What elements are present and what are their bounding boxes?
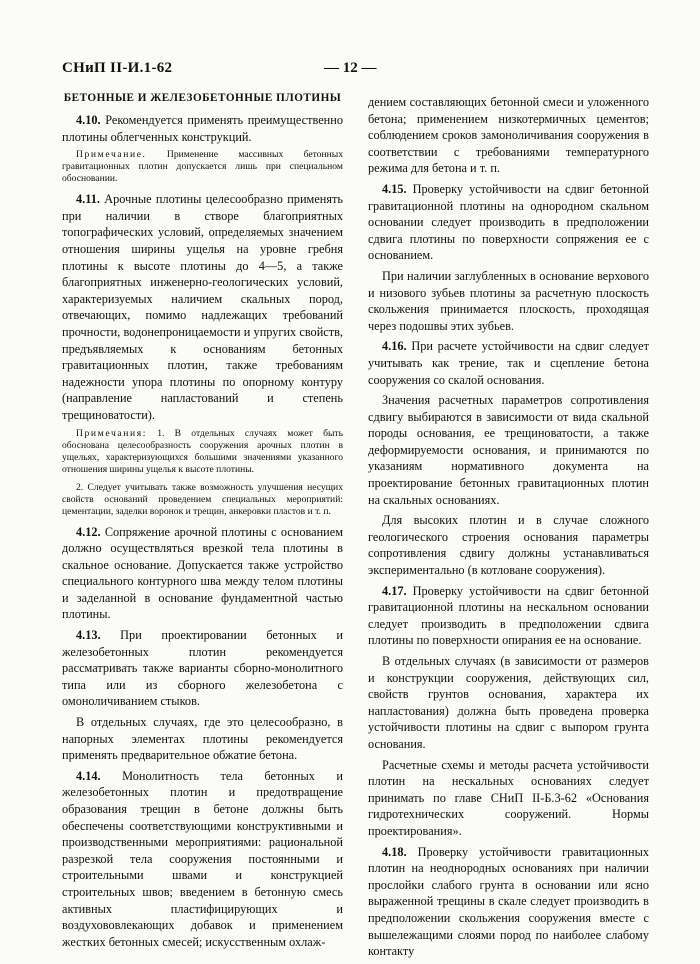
right-column: [368, 94, 649, 964]
paragraph: [62, 627, 343, 710]
paragraph-text: Проверку устойчивости на сдвиг бетонной гравитационной плотины на нескальном основании следует производить в предположении сдвига плотины по поверхности опирания ее на основание.: [368, 583, 649, 648]
paragraph-text: Рекомендуется применять преимущественно плотины облегченных конструкций.: [62, 113, 343, 144]
paragraph: [368, 512, 649, 578]
paragraph-text: В отдельных случаях (в зависимости от размеров и конструкции сооружения, действующих сил, свойств грунтов основания, характера их напластования) должна быть проведена проверка устойчивости плотины на сдвиг с выпором грунта основания.: [368, 654, 649, 751]
paragraph: [368, 844, 649, 960]
note-paragraph: [62, 428, 343, 476]
paragraph: [62, 768, 343, 951]
paragraph-text: Для высоких плотин и в случае сложного геологического строения основания параметры сопротивления сдвигу должны устанавливаться экспериментально (в котловане сооружения).: [368, 513, 649, 578]
paragraph-text: Проверку устойчивости гравитационных плотин на неоднородных основаниях при наличии прослойки слабого грунта в основании или ясно выраженной трещины в скале следует производить в предположении скольжения сооружения вместе с вышележащими слоями пород по наиболее слабому контакту: [368, 844, 649, 959]
clause-number: 4.14.: [76, 768, 101, 783]
paragraph: [62, 112, 343, 145]
paragraph-text: В отдельных случаях, где это целесообразно, в напорных элементах плотины рекомендуется применять предварительное обжатие бетона.: [62, 715, 343, 763]
paragraph-text: При расчете устойчивости на сдвиг следует учитывать как трение, так и сцепление бетона сооружения со скалой основания.: [368, 339, 649, 387]
page-number: — 12 —: [324, 60, 377, 76]
clause-number: 4.11.: [76, 192, 100, 207]
paragraph: [368, 653, 649, 753]
paragraph-text: Монолитность тела бетонных и железобетонных плотин и предотвращение образования трещин в бетоне должны быть обеспечены соответствующими конструктивными и производственными мероприятиями: рациональной разрезкой тела сооружения постоянными и строительными швами и конструкцией строительных швов; введением в бетонную смесь активных пластифицирующих и воздухововлекающих добавок и применением жестких бетонных смесей; искусственным охлаж-: [62, 768, 343, 949]
paragraph-text: Сопряжение арочной плотины с основанием должно осуществляться врезкой тела плотины в скальное основание. Допускается также устройство специального контурного шва между телом плотины и заделанной в основание фундаментной частью плотины.: [62, 524, 343, 622]
paragraph-text: При наличии заглубленных в основание верхового и низового зубьев плотины за расчетную плоскость скольжения принимается плоскость, проходящая через подошвы этих зубьев.: [368, 268, 649, 333]
paragraph-text: Проверку устойчивости на сдвиг бетонной гравитационной плотины на однородном скальном основании следует производить в предположении сдвига плотины по поверхности сопряжения ее с основанием.: [368, 181, 649, 263]
paragraph: [368, 583, 649, 649]
section-heading: БЕТОННЫЕ И ЖЕЛЕЗОБЕТОННЫЕ ПЛОТИНЫ: [63, 92, 342, 104]
paragraph: [62, 714, 343, 764]
paragraph-text: Расчетные схемы и методы расчета устойчивости плотин на нескальных основаниях следует принимать по главе СНиП II-Б.3-62 «Основания гидротехнических сооружений. Нормы проектирования».: [368, 757, 649, 838]
paragraph-text: дением составляющих бетонной смеси и уложенного бетона; применением низкотермичных цементов; соблюдением сроков замоноличивания сооружения в соответствии с требованиями температурного режима для бетона и т. п.: [368, 95, 649, 176]
paragraph: [368, 181, 649, 264]
clause-number: 4.15.: [382, 181, 407, 196]
paragraph: [368, 94, 649, 177]
paragraph-text: Арочные плотины целесообразно применять при наличии в створе благоприятных топографических условий, определяемых значением отношения ширины ущелья на уровне гребня плотины к высоте плотины до 4—5, а также благоприятных инженерно-геологических условий, характеризуемых наличием скальных пород, отвечающих, помимо надлежащих требований прочности, водонепроницаемости и упругих свойств, предъявляемых к основаниям бетонных гравитационных плотин, также требованиям надежности упора плотины по опорному контуру (направление напластований и степень трещиноватости).: [62, 192, 343, 422]
paragraph: [368, 757, 649, 840]
clause-number: 4.16.: [382, 339, 407, 354]
clause-number: 4.17.: [382, 583, 407, 598]
paragraph: [368, 338, 649, 388]
clause-number: 4.12.: [76, 524, 101, 539]
note-paragraph: [62, 149, 343, 185]
paragraph-text: 2. Следует учитывать также возможность улучшения несущих свойств оснований проведением специальных мероприятий: цементации, заделки воронок и трещин, анкеровки пластов и т. п.: [62, 481, 343, 517]
clause-number: 4.13.: [76, 628, 101, 643]
note-label: Примечания:: [76, 427, 147, 439]
running-header: [62, 60, 652, 80]
paragraph: [368, 268, 649, 334]
document-code: СНиП II-И.1-62: [62, 60, 173, 76]
paragraph-text: При проектировании бетонных и железобетонных плотин рекомендуется рассматривать также варианты сборно-монолитного типа или из сборного железобетона с омоноличиванием стыков.: [62, 628, 343, 709]
paragraph-text: Применение массивных бетонных гравитационных плотин допускается лишь при специальном обосновании.: [62, 149, 343, 185]
left-column: [62, 92, 343, 954]
paragraph: [62, 191, 343, 423]
clause-number: 4.18.: [382, 844, 407, 859]
note-label: Примечание.: [76, 149, 147, 161]
paragraph-text: Значения расчетных параметров сопротивления сдвигу выбираются в зависимости от вида скальной породы основания, ее трещиноватости, а также деформируемости основания, и принимаются по указаниям нормативного документа на проектирование бетонных гравитационных плотин на скальных основаниях.: [368, 393, 649, 507]
clause-number: 4.10.: [76, 113, 101, 127]
paragraph: [62, 524, 343, 624]
paragraph: [368, 392, 649, 508]
paragraph-text: 1. В отдельных случаях может быть обоснована целесообразность сооружения арочных плотин в ущельях, характеризующихся большими значениями указанного отношения ширины ущелья к высоте плотины.: [62, 427, 343, 475]
note-paragraph: [62, 482, 343, 518]
